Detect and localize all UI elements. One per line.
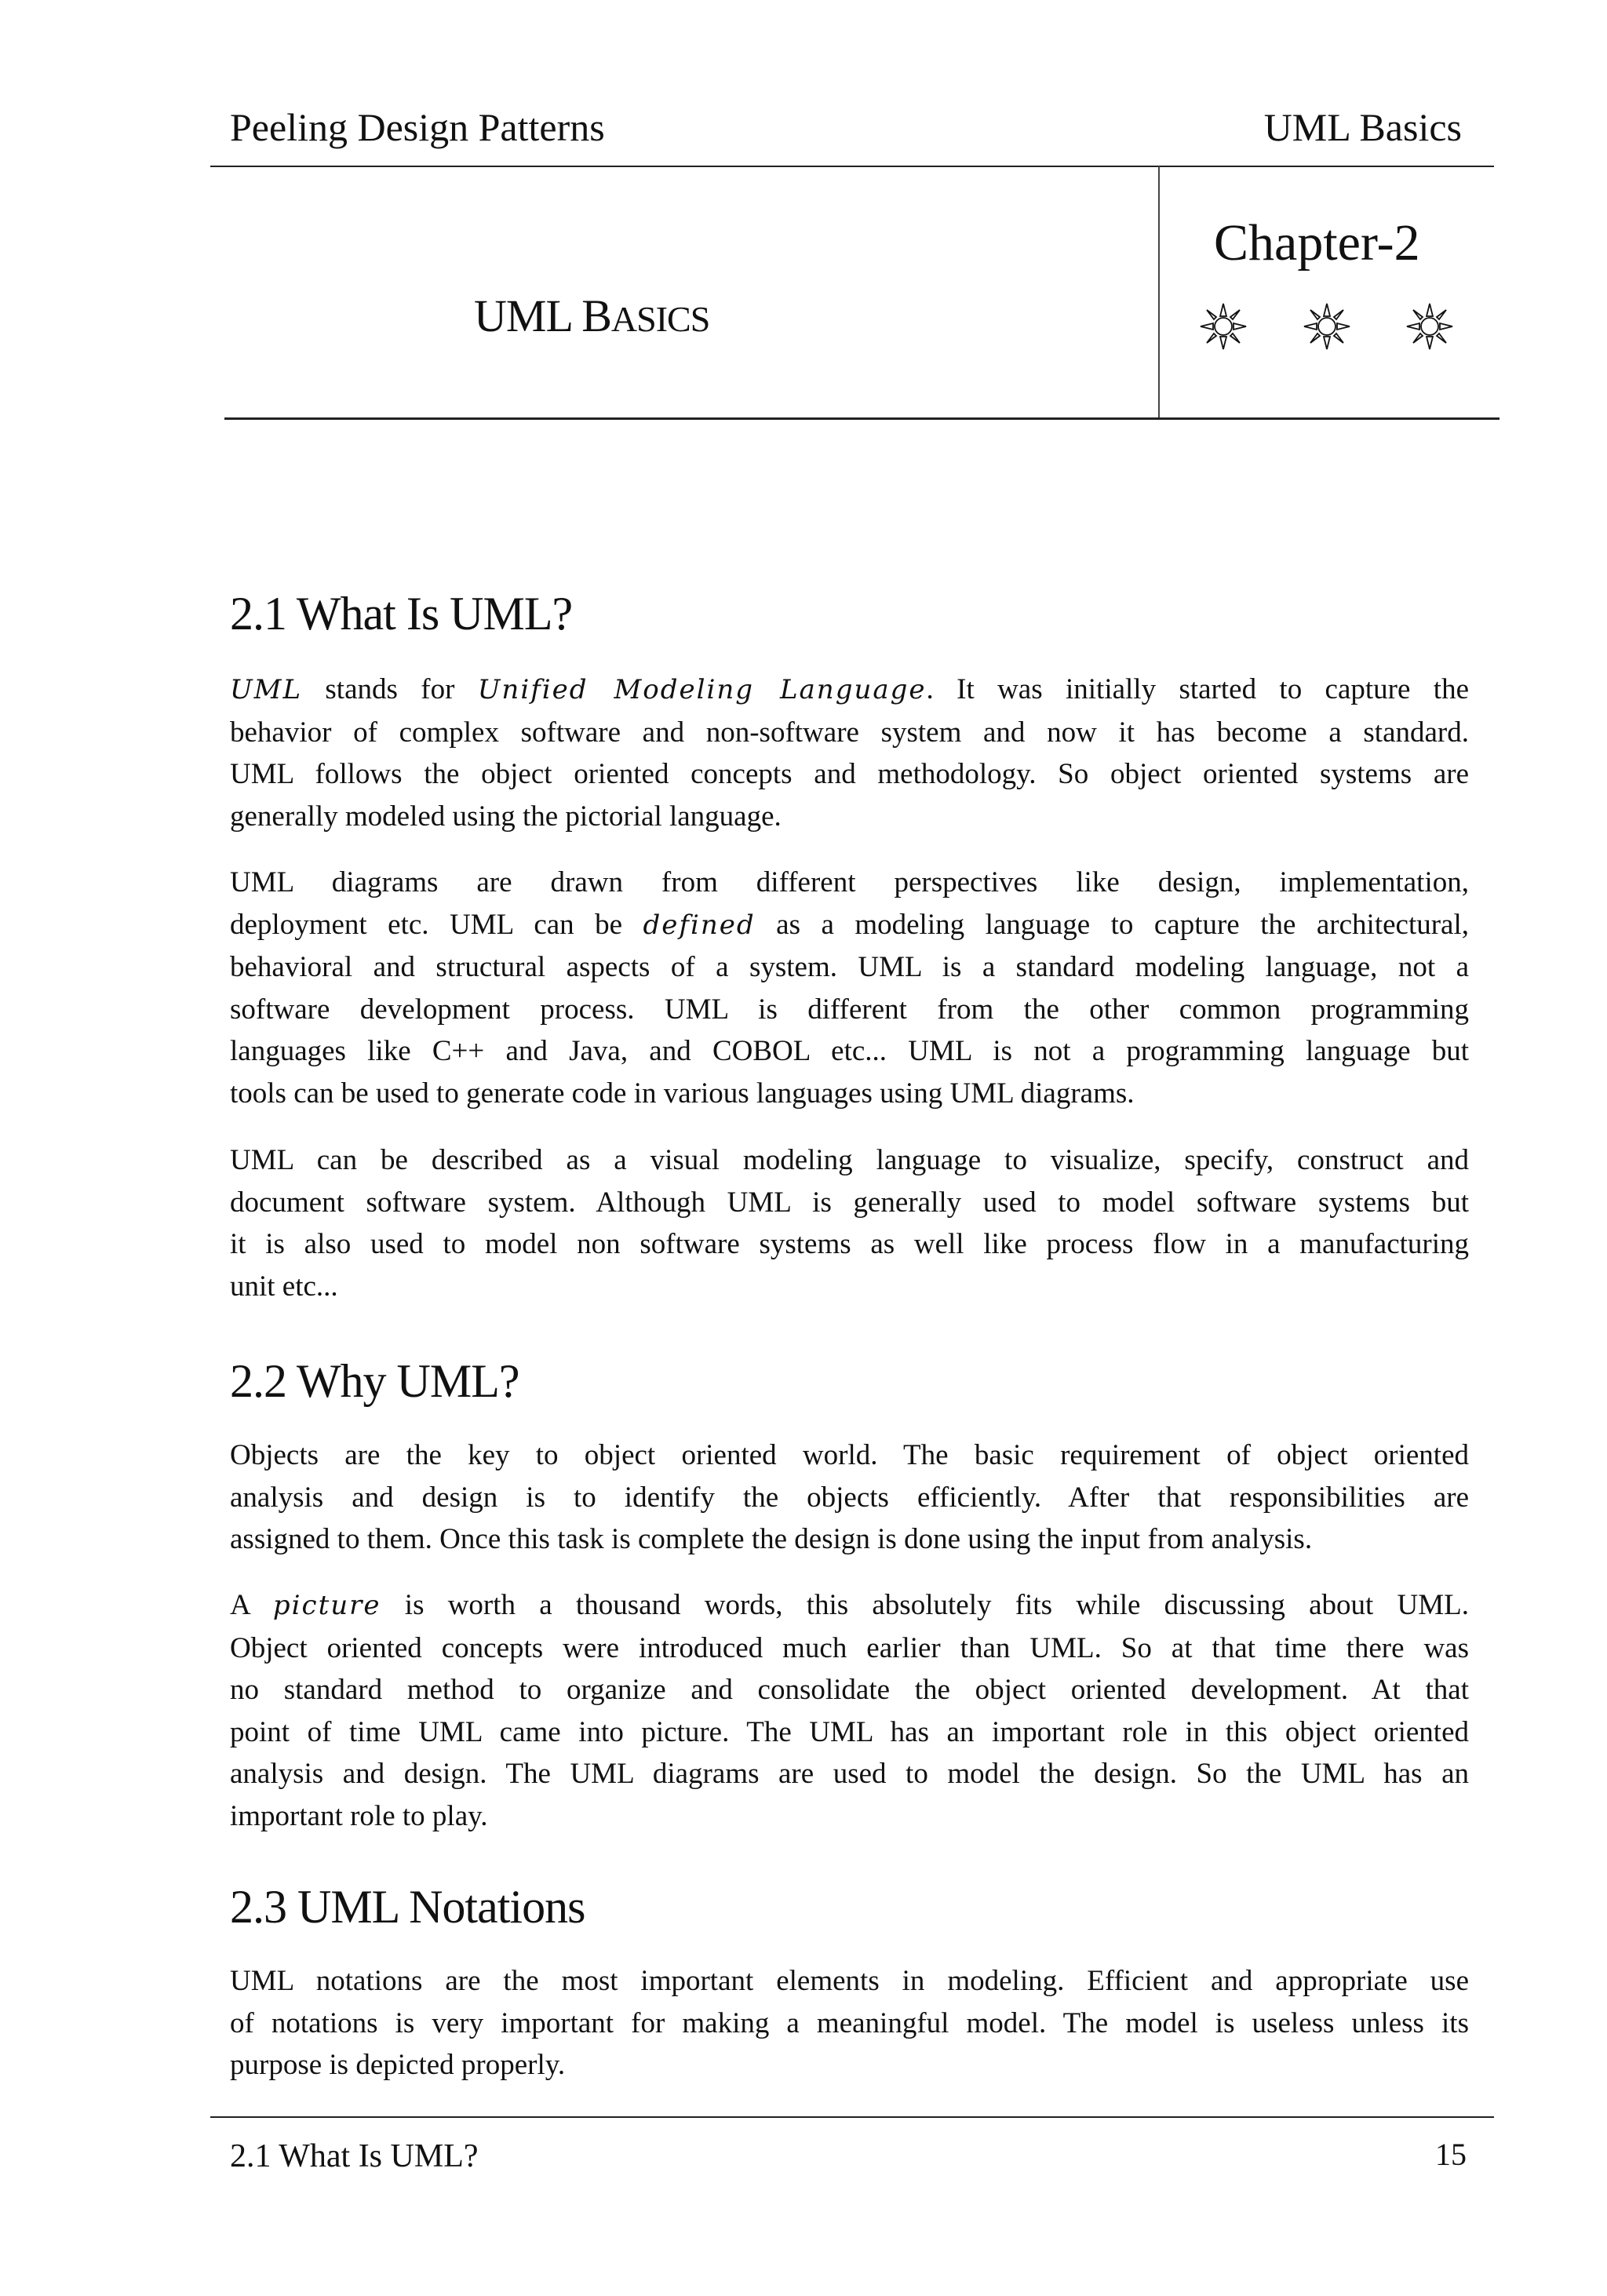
text-run: A (230, 1589, 273, 1621)
chapter-box-divider (1158, 166, 1160, 419)
paragraph-line: important role to play. (230, 1799, 488, 1832)
paragraph-line (230, 1584, 1469, 1627)
paragraph-uml-notations (230, 1960, 1469, 2086)
italic-term: defined (643, 909, 756, 941)
paragraph-uml-perspectives (230, 862, 1469, 1114)
italic-term: picture (272, 1590, 381, 1621)
text-run: . It was initially started to capture the (926, 673, 1469, 705)
chapter-title-smallcaps: ASICS (610, 299, 710, 339)
paragraph-objects (230, 1434, 1469, 1561)
paragraph-line: document software system. Although UML is generally used to model software systems but (230, 1186, 1469, 1219)
text-run: stands for (302, 673, 478, 705)
chapter-box-rule (224, 417, 1500, 420)
chapter-title (474, 289, 709, 347)
paragraph-line: generally modeled using the pictorial language. (230, 800, 782, 833)
page-number: 15 (1435, 2137, 1467, 2172)
italic-term: Unified Modeling Language (477, 674, 927, 705)
paragraph-line: languages like C++ and Java, and COBOL etc... UML is not a programming language but (230, 1035, 1469, 1067)
chapter-title-main: UML B (474, 290, 611, 341)
paragraph-line: analysis and design. The UML diagrams are used to model the design. So the UML has an (230, 1758, 1469, 1790)
paragraph-line: unit etc... (230, 1270, 338, 1303)
header-rule (210, 166, 1494, 167)
chapter-number: Chapter-2 (1214, 214, 1420, 272)
paragraph-line: assigned to them. Once this task is complete the design is done using the input from analysis. (230, 1523, 1313, 1555)
sun-icon (1199, 302, 1248, 351)
paragraph-line: UML follows the object oriented concepts and methodology. So object oriented systems are (230, 758, 1469, 790)
paragraph-line: point of time UML came into picture. The UML has an important role in this object oriented (230, 1715, 1469, 1748)
paragraph-line: Object oriented concepts were introduced much earlier than UML. So at that time there was (230, 1631, 1469, 1664)
italic-term: UML (230, 674, 303, 705)
paragraph-line: software development process. UML is different from the other common programming (230, 993, 1469, 1026)
paragraph-line: of notations is very important for making a meaningful model. The model is useless unless its (230, 2006, 1469, 2039)
paragraph-line: UML notations are the most important elements in modeling. Efficient and appropriate use (230, 1965, 1469, 1997)
paragraph-uml-definition (230, 669, 1469, 837)
footer-rule (210, 2116, 1494, 2118)
paragraph-line: purpose is depicted properly. (230, 2049, 566, 2081)
paragraph-line: UML can be described as a visual modeling language to visualize, specify, construct and (230, 1144, 1469, 1176)
paragraph-picture-worth (230, 1584, 1469, 1837)
text-run: deployment etc. UML can be (230, 908, 643, 941)
text-run: as a modeling language to capture the architectural, (755, 908, 1469, 941)
paragraph-uml-visual-modeling (230, 1139, 1469, 1307)
sun-icon (1405, 302, 1454, 351)
paragraph-line: analysis and design is to identify the objects efficiently. After that responsibilities are (230, 1481, 1469, 1514)
section-heading-2-3: 2.3 UML Notations (230, 1881, 585, 1933)
paragraph-line: behavior of complex software and non-software system and now it has become a standard. (230, 716, 1469, 749)
paragraph-line: it is also used to model non software systems as well like process flow in a manufacturing (230, 1228, 1469, 1260)
paragraph-line: Objects are the key to object oriented world. The basic requirement of object oriented (230, 1439, 1469, 1471)
paragraph-line: behavioral and structural aspects of a system. UML is a standard modeling language, not a (230, 951, 1469, 983)
paragraph-line (230, 669, 1469, 712)
running-header-chapter-title: UML Basics (1263, 105, 1462, 149)
paragraph-line: no standard method to organize and consolidate the object oriented development. At that (230, 1674, 1469, 1706)
text-run: is worth a thousand words, this absolutely fits while discussing about UML. (381, 1589, 1469, 1621)
sun-icon (1303, 302, 1351, 351)
paragraph-line (230, 904, 1469, 947)
section-heading-2-1: 2.1 What Is UML? (230, 588, 573, 640)
running-header-book-title: Peeling Design Patterns (230, 105, 605, 149)
paragraph-line: UML diagrams are drawn from different perspectives like design, implementation, (230, 866, 1469, 898)
paragraph-line: tools can be used to generate code in various languages using UML diagrams. (230, 1077, 1135, 1110)
section-heading-2-2: 2.2 Why UML? (230, 1355, 519, 1407)
footer-section-label: 2.1 What Is UML? (230, 2138, 479, 2174)
